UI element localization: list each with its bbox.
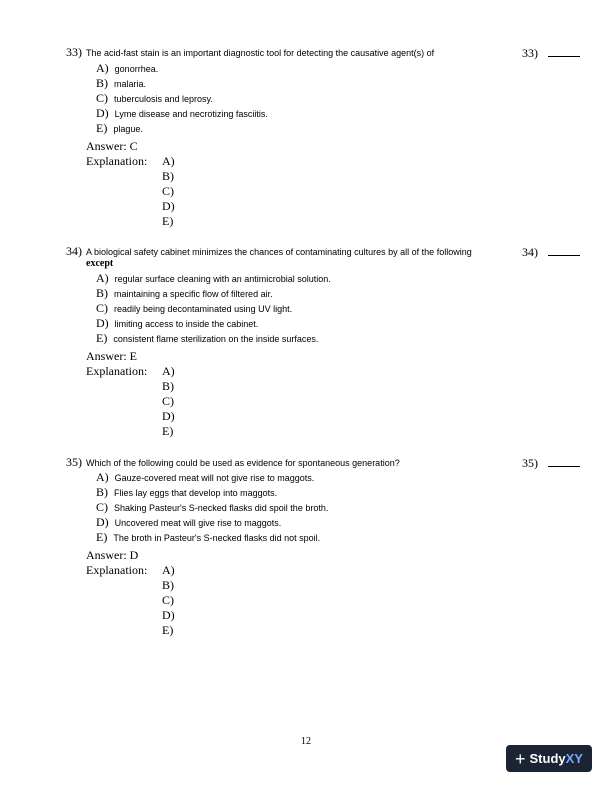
brand-name-main: Study bbox=[529, 751, 566, 766]
side-question-number: 35) bbox=[522, 456, 538, 470]
option-text: Uncovered meat will give rise to maggots. bbox=[114, 518, 282, 528]
answer-blank-area bbox=[522, 46, 580, 61]
explanation-letter: D) bbox=[162, 199, 175, 213]
explanation-letter: C) bbox=[162, 593, 174, 607]
question-text: A biological safety cabinet minimizes the chances of contaminating cultures by all of the following bbox=[86, 247, 472, 257]
side-question-number: 33) bbox=[522, 46, 538, 60]
answer: Answer: D bbox=[86, 548, 139, 562]
answer: Answer: C bbox=[86, 139, 138, 153]
explanation-label: Explanation: bbox=[86, 364, 148, 378]
option-b bbox=[96, 76, 146, 91]
option-text: regular surface cleaning with an antimicrobial solution. bbox=[114, 274, 331, 284]
answer: Answer: E bbox=[86, 349, 137, 363]
option-e bbox=[96, 121, 143, 136]
answer-blank-line bbox=[548, 246, 580, 256]
option-c bbox=[96, 301, 292, 316]
explanation-letter: D) bbox=[162, 608, 175, 622]
option-a bbox=[96, 271, 331, 286]
option-text: plague. bbox=[113, 124, 143, 134]
explanation-letter: E) bbox=[162, 214, 174, 228]
question-number: 34) bbox=[66, 244, 82, 258]
studyxy-logo[interactable] bbox=[506, 745, 592, 772]
option-letter: E) bbox=[96, 121, 108, 135]
option-letter: B) bbox=[96, 76, 108, 90]
option-d bbox=[96, 106, 268, 121]
brand-name-accent: XY bbox=[565, 751, 583, 766]
brand-name bbox=[530, 751, 583, 766]
option-text: The broth in Pasteur's S-necked flasks did not spoil. bbox=[113, 533, 321, 543]
explanation-letter: E) bbox=[162, 424, 174, 438]
option-letter: B) bbox=[96, 485, 108, 499]
option-text: readily being decontaminated using UV light. bbox=[114, 304, 293, 314]
explanation-letter: A) bbox=[162, 563, 175, 577]
question-stem bbox=[66, 456, 516, 469]
option-letter: B) bbox=[96, 286, 108, 300]
explanation-label: Explanation: bbox=[86, 563, 148, 577]
option-letter: D) bbox=[96, 316, 109, 330]
page-number: 12 bbox=[301, 736, 311, 747]
option-d bbox=[96, 515, 281, 530]
question-number: 33) bbox=[66, 45, 82, 59]
question-number: 35) bbox=[66, 455, 82, 469]
question-stem bbox=[66, 245, 516, 270]
answer-blank-area bbox=[522, 456, 580, 471]
question-text: The acid-fast stain is an important diagnostic tool for detecting the causative agent(s) of bbox=[86, 48, 435, 58]
answer-blank-line bbox=[548, 47, 580, 57]
question-emphasis: except bbox=[86, 258, 114, 269]
option-text: consistent flame sterilization on the inside surfaces. bbox=[113, 334, 319, 344]
option-letter: E) bbox=[96, 331, 108, 345]
option-c bbox=[96, 500, 328, 515]
option-letter: A) bbox=[96, 271, 109, 285]
option-e bbox=[96, 530, 320, 545]
option-letter: C) bbox=[96, 91, 108, 105]
option-letter: A) bbox=[96, 61, 109, 75]
option-b bbox=[96, 286, 273, 301]
option-text: tuberculosis and leprosy. bbox=[114, 94, 213, 104]
explanation-letter: B) bbox=[162, 379, 174, 393]
option-a bbox=[96, 470, 314, 485]
option-letter: A) bbox=[96, 470, 109, 484]
option-text: Gauze-covered meat will not give rise to maggots. bbox=[114, 473, 315, 483]
option-c bbox=[96, 91, 213, 106]
option-letter: C) bbox=[96, 500, 108, 514]
explanation-label: Explanation: bbox=[86, 154, 148, 168]
answer-blank-area bbox=[522, 245, 580, 260]
explanation-letter: B) bbox=[162, 169, 174, 183]
answer-blank-line bbox=[548, 457, 580, 467]
plus-icon: + bbox=[515, 748, 526, 769]
explanation-letter: A) bbox=[162, 364, 175, 378]
option-a bbox=[96, 61, 158, 76]
explanation-letter: B) bbox=[162, 578, 174, 592]
question-stem bbox=[66, 46, 516, 59]
option-text: Shaking Pasteur's S-necked flasks did spoil the broth. bbox=[114, 503, 329, 513]
option-text: maintaining a specific flow of filtered air. bbox=[114, 289, 273, 299]
explanation-letter: E) bbox=[162, 623, 174, 637]
option-text: limiting access to inside the cabinet. bbox=[114, 319, 259, 329]
option-text: malaria. bbox=[114, 79, 147, 89]
option-letter: C) bbox=[96, 301, 108, 315]
option-d bbox=[96, 316, 258, 331]
explanation-letter: A) bbox=[162, 154, 175, 168]
option-text: Flies lay eggs that develop into maggots. bbox=[114, 488, 278, 498]
explanation-letter: C) bbox=[162, 184, 174, 198]
side-question-number: 34) bbox=[522, 245, 538, 259]
option-letter: E) bbox=[96, 530, 108, 544]
question-text: Which of the following could be used as evidence for spontaneous generation? bbox=[86, 458, 400, 468]
explanation-letter: C) bbox=[162, 394, 174, 408]
option-b bbox=[96, 485, 277, 500]
option-text: Lyme disease and necrotizing fasciitis. bbox=[114, 109, 268, 119]
option-text: gonorrhea. bbox=[114, 64, 159, 74]
option-e bbox=[96, 331, 318, 346]
option-letter: D) bbox=[96, 106, 109, 120]
option-letter: D) bbox=[96, 515, 109, 529]
explanation-letter: D) bbox=[162, 409, 175, 423]
